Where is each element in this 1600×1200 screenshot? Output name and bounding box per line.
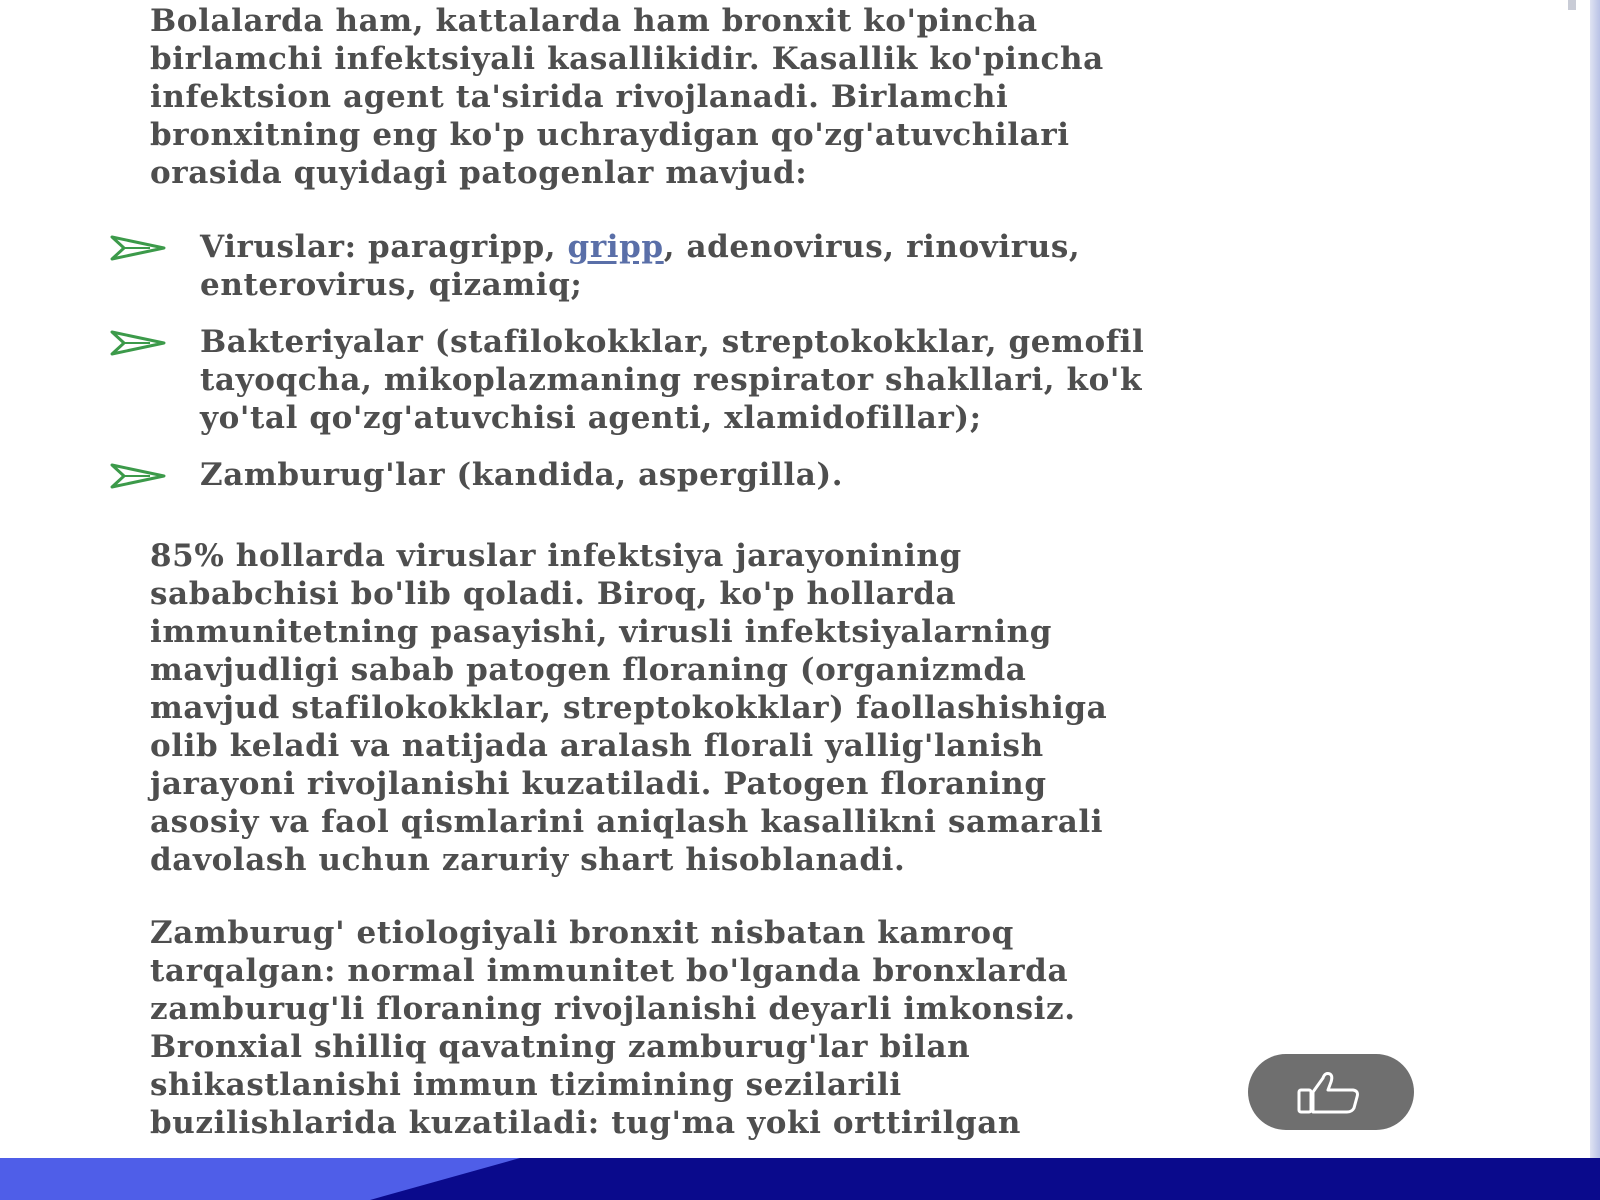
text-line: zamburug'li floraning rivojlanishi deyarli imkonsiz. (150, 991, 1076, 1027)
like-button[interactable] (1248, 1054, 1414, 1130)
text-line: Zamburug' etiologiyali bronxit nisbatan kamroq (150, 915, 1014, 951)
text-line: tarqalgan: normal immunitet bo'lganda bronxlarda (150, 953, 1069, 989)
bottom-bar-accent (0, 1158, 1600, 1200)
text-line: bronxitning eng ko'p uchraydigan qo'zg'atuvchilari (150, 117, 1070, 153)
text-line: shikastlanishi immun tizimining sezilarili (150, 1067, 902, 1103)
arrow-bullet-icon (110, 329, 166, 357)
text-line: Bolalarda ham, kattalarda ham bronxit ko'pincha (150, 3, 1038, 39)
text-line: enterovirus, qizamiq; (200, 267, 583, 303)
text-line: asosiy va faol qismlarini aniqlash kasallikni samarali (150, 804, 1104, 840)
list-item-fungi (110, 456, 843, 494)
paragraph-fungal (150, 914, 1076, 1142)
text-line: Viruslar: paragripp, gripp, adenovirus, rinovirus, (200, 229, 1081, 265)
paragraph-viruses (150, 537, 1107, 879)
list-item-viruses (110, 228, 1080, 304)
text-line: mavjud stafilokokklar, streptokokklar) faollashishiga (150, 690, 1108, 726)
text-line: birlamchi infektsiyali kasallikidir. Kasallik ko'pincha (150, 41, 1104, 77)
text-line: davolash uchun zaruriy shart hisoblanadi. (150, 842, 906, 878)
text-line: sababchisi bo'lib qoladi. Biroq, ko'p hollarda (150, 576, 957, 612)
text-line: buzilishlarida kuzatiladi: tug'ma yoki orttirilgan (150, 1105, 1022, 1141)
text-line: infektsion agent ta'sirida rivojlanadi. Birlamchi (150, 79, 1009, 115)
thumbs-up-icon (1291, 1068, 1371, 1116)
text-line: 85% hollarda viruslar infektsiya jarayonining (150, 538, 962, 574)
text-line: Bronxial shilliq qavatning zamburug'lar bilan (150, 1029, 971, 1065)
arrow-bullet-icon (110, 462, 166, 490)
text-line: orasida quyidagi patogenlar mavjud: (150, 155, 808, 191)
text-line: Bakteriyalar (stafilokokklar, streptokokklar, gemofil (200, 324, 1145, 360)
right-edge-band (1590, 0, 1600, 1160)
text-line: immunitetning pasayishi, virusli infektsiyalarning (150, 614, 1053, 650)
gripp-link[interactable]: gripp (567, 229, 664, 265)
list-item-bacteria (110, 323, 1144, 437)
text-line: olib keladi va natijada aralash florali yallig'lanish (150, 728, 1044, 764)
text-line: jarayoni rivojlanishi kuzatiladi. Patogen floraning (150, 766, 1047, 802)
text-line: mavjudligi sabab patogen floraning (organizmda (150, 652, 1027, 688)
text-line: yo'tal qo'zg'atuvchisi agenti, xlamidofillar); (200, 400, 982, 436)
text-line: Zamburug'lar (kandida, aspergilla). (200, 457, 844, 493)
scroll-marker (1568, 0, 1576, 10)
text-line: tayoqcha, mikoplazmaning respirator shakllari, ko'k (200, 362, 1143, 398)
arrow-bullet-icon (110, 234, 166, 262)
paragraph-intro (150, 2, 1104, 192)
